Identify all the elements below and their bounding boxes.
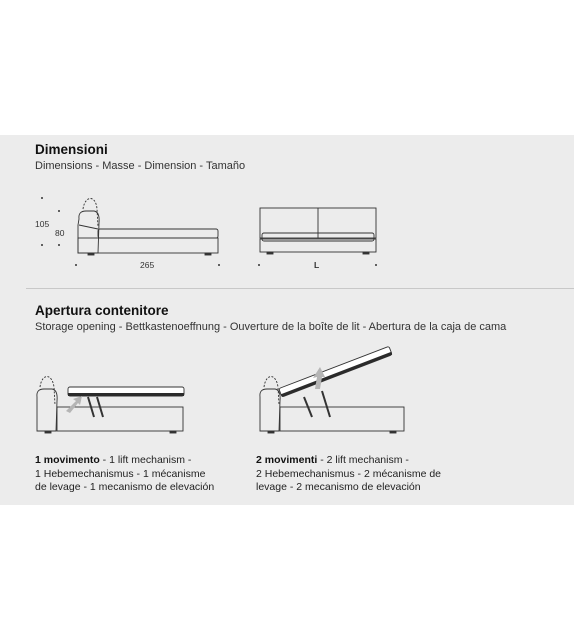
dimensions-subtitle: Dimensions - Masse - Dimension - Tamaño	[35, 160, 246, 172]
height-total-label: 105	[35, 219, 50, 229]
single-lift-title: 1 movimento	[35, 454, 100, 466]
storage-diagrams	[0, 135, 574, 505]
product-sheet	[0, 135, 574, 505]
dimensions-title: Dimensioni	[35, 142, 108, 157]
double-lift-diagram	[260, 346, 404, 433]
double-lift-line1: - 2 lift mechanism -	[317, 454, 409, 466]
height-frame-label: 80	[55, 228, 65, 238]
single-lift-diagram	[37, 377, 184, 434]
storage-title: Apertura contenitore	[35, 303, 169, 318]
single-lift-line2: 1 Hebemechanismus - 1 mécanisme	[35, 467, 206, 480]
lift-arrow-icon	[66, 396, 82, 413]
storage-subtitle: Storage opening - Bettkastenoeffnung - Ouverture de la boîte de lit - Abertura de la caja de cama	[35, 321, 507, 333]
double-lift-caption	[256, 454, 441, 495]
double-lift-title: 2 movimenti	[256, 454, 318, 466]
single-lift-line1: - 1 lift mechanism -	[99, 454, 192, 466]
single-lift-caption	[35, 454, 214, 495]
single-lift-line3: de levage - 1 mecanismo de elevación	[35, 481, 215, 493]
length-label: 265	[140, 260, 155, 270]
width-label: L	[314, 260, 320, 270]
double-lift-line2: 2 Hebemechanismus - 2 mécanisme de	[256, 467, 442, 480]
double-lift-line3: levage - 2 mecanismo de elevación	[256, 481, 421, 493]
